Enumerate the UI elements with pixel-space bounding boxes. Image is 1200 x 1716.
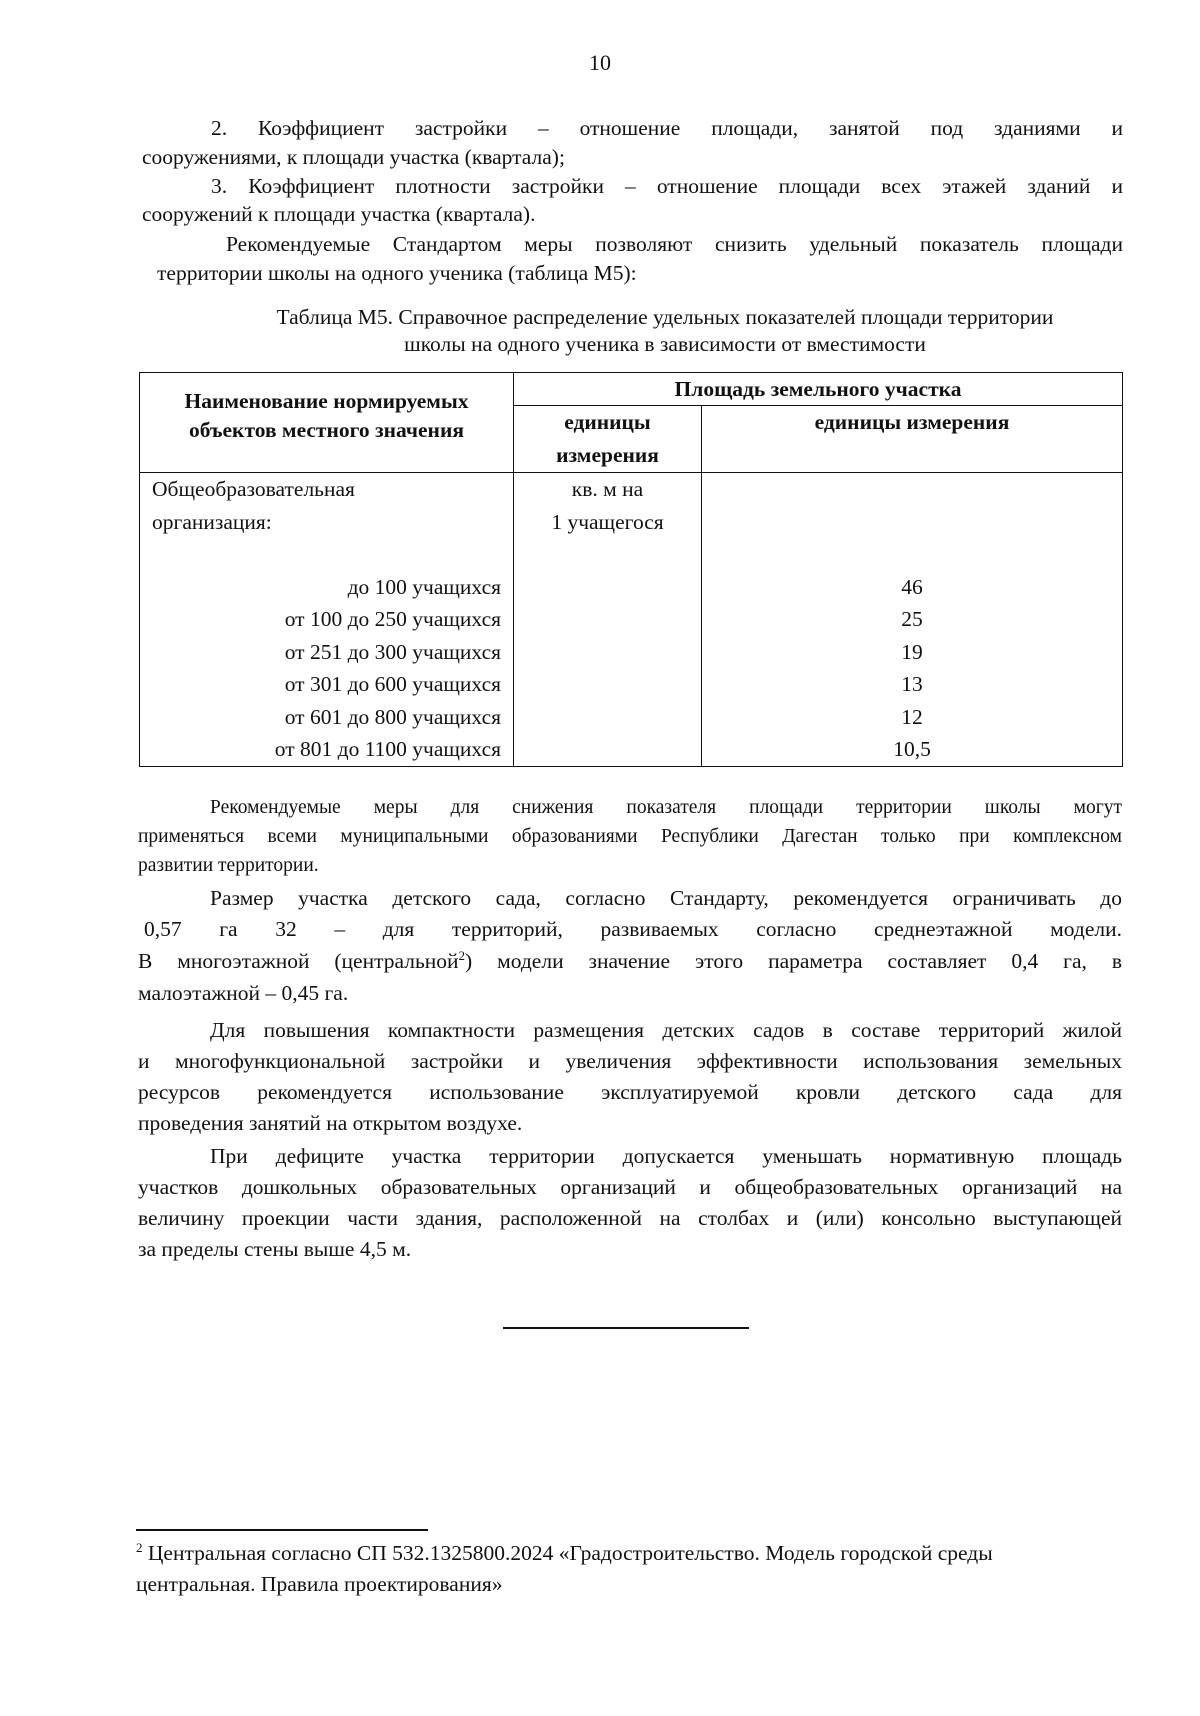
paragraph-6-line-3: В многоэтажной (центральной$^2$) модели значение этого параметра составляет 0,4 га, в	[138, 947, 1122, 973]
footnote-reference: 2	[458, 947, 466, 963]
header-units: единицы измерения	[514, 406, 702, 473]
paragraph-6-line-4: малоэтажной – 0,45 га.	[138, 981, 349, 1005]
footnote-line-1: $^2$ Центральная согласно СП 532.1325800.2024 «Градостроительство. Модель городской среды	[136, 1539, 993, 1565]
paragraph-5-line-3: развитии территории.	[138, 855, 319, 876]
table-caption	[200, 304, 1130, 358]
paragraph-5-line-2: применяться всеми муниципальными образованиями Республики Дагестан только при комплексном	[138, 826, 1122, 847]
paragraph-8-line-4: за пределы стены выше 4,5 м.	[138, 1237, 412, 1261]
table-caption-line-1: Таблица М5. Справочное распределение удельных показателей площади территории	[276, 305, 1054, 329]
paragraph-3-line-2: сооружений к площади участка (квартала).	[142, 202, 536, 226]
row-label: от 251 до 300 учащихся	[284, 639, 501, 664]
unit-line-1: кв. м на	[571, 477, 644, 501]
paragraph-6-line-1: Размер участка детского сада, согласно Стандарту, рекомендуется ограничивать до	[210, 886, 1122, 910]
paragraph-5-line-1: Рекомендуемые меры для снижения показателя площади территории школы могут	[210, 797, 1122, 818]
school-area-table	[139, 372, 1123, 767]
paragraph-8-line-1: При дефиците участка территории допускается уменьшать нормативную площадь	[210, 1144, 1122, 1168]
paragraph-7-line-4: проведения занятий на открытом воздухе.	[138, 1111, 523, 1135]
footnote-line-2: центральная. Правила проектирования»	[136, 1572, 503, 1596]
footnote-mark: 2	[136, 1539, 143, 1555]
org-label-line-2: организация:	[152, 509, 272, 534]
row-label: от 100 до 250 учащихся	[284, 607, 501, 631]
table-caption-line-2: школы на одного ученика в зависимости от вместимости	[404, 332, 926, 356]
paragraph-2-line-1: 2. Коэффициент застройки – отношение площади, занятой под зданиями и	[211, 116, 1123, 140]
paragraph-4-line-2: территории школы на одного ученика (таблица М5):	[157, 261, 637, 285]
row-value: 12	[901, 704, 923, 729]
row-value: 19	[901, 639, 923, 664]
org-label-line-1: Общеобразовательная	[152, 477, 355, 501]
row-label: от 801 до 1100 учащихся	[274, 737, 501, 761]
footnote	[136, 1538, 1096, 1600]
row-label: до 100 учащихся	[347, 574, 501, 599]
paragraph-3-line-1: 3. Коэффициент плотности застройки – отношение площади всех этажей зданий и	[211, 174, 1123, 198]
row-value: 46	[901, 574, 923, 599]
paragraph-2-line-2: сооружениями, к площади участка (квартала);	[142, 145, 565, 169]
row-label: от 301 до 600 учащихся	[284, 672, 501, 696]
page-number: 10	[589, 50, 611, 75]
paragraph-7-line-2: и многофункциональной застройки и увеличения эффективности использования земельных	[138, 1049, 1122, 1073]
unit-line-2: 1 учащегося	[551, 509, 664, 534]
header-land-area: Площадь земельного участка	[514, 373, 1123, 406]
section-divider	[503, 1327, 749, 1329]
row-value: 10,5	[893, 737, 931, 761]
header-units-2: единицы измерения	[702, 406, 1123, 473]
row-label: от 601 до 800 учащихся	[284, 704, 501, 729]
object-name-column	[140, 473, 514, 767]
footnote-divider	[136, 1529, 428, 1531]
unit-column	[514, 473, 702, 767]
paragraph-8-line-3: величину проекции части здания, расположенной на столбах и (или) консольно выступающей	[138, 1206, 1122, 1230]
paragraph-7-line-3: ресурсов рекомендуется использование эксплуатируемой кровли детского сада для	[138, 1080, 1122, 1104]
paragraph-8-line-2: участков дошкольных образовательных организаций и общеобразовательных организаций на	[138, 1175, 1122, 1199]
paragraph-4-line-1: Рекомендуемые Стандартом меры позволяют снизить удельный показатель площади	[226, 232, 1123, 256]
paragraph-6-line-2: 0,57 га 32 – для территорий, развиваемых согласно среднеэтажной модели.	[144, 917, 1122, 941]
row-value: 13	[901, 672, 923, 696]
header-object-name: Наименование нормируемых объектов местного значения	[140, 373, 514, 473]
paragraph-7-line-1: Для повышения компактности размещения детских садов в составе территорий жилой	[210, 1018, 1122, 1042]
row-value: 25	[901, 607, 923, 631]
value-column	[702, 473, 1123, 767]
